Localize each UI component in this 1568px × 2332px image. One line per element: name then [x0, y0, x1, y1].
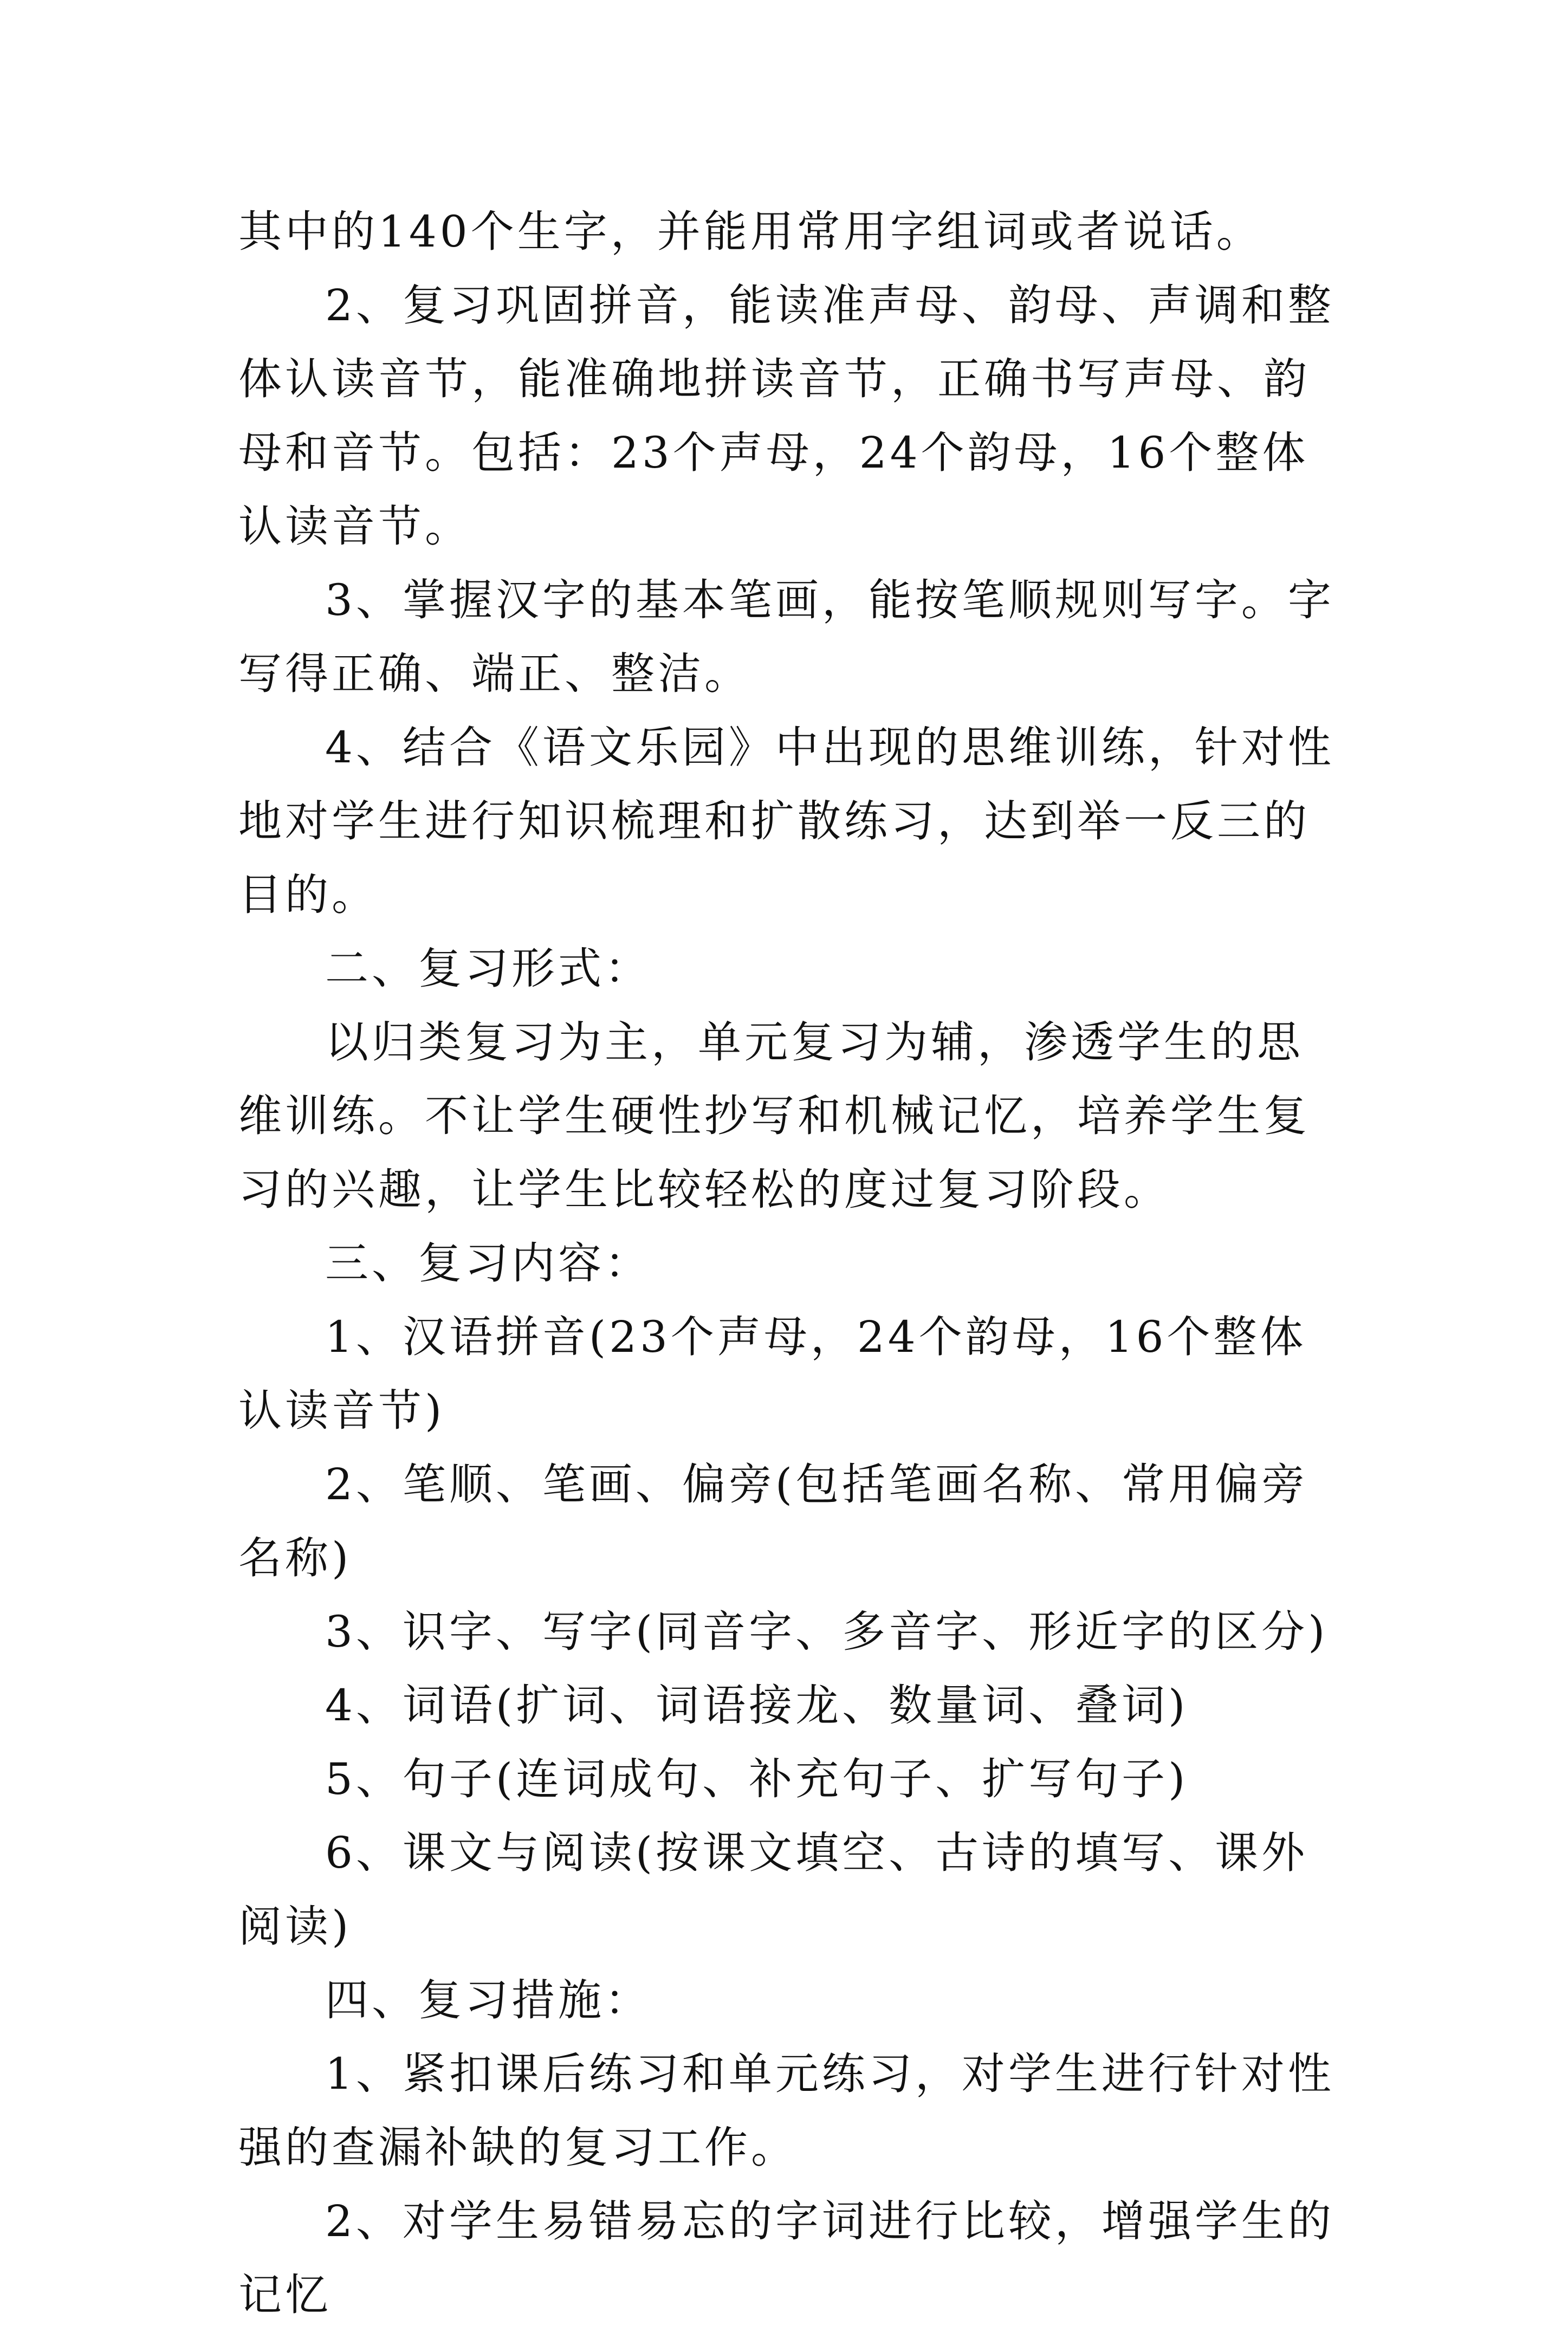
paragraph-review-form: 以归类复习为主，单元复习为辅，渗透学生的思维训练。不让学生硬性抄写和机械记忆，培养学生复习的兴趣，让学生比较轻松的度过复习阶段。	[238, 1017, 1310, 1215]
paragraph-strokes: 3、掌握汉字的基本笔画，能按笔顺规则写字。字写得正确、端正、整洁。	[238, 575, 1334, 699]
heading-review-content: 三、复习内容：	[325, 1238, 651, 1288]
paragraph-memory: 2、对学生易错易忘的字词进行比较，增强学生的记忆	[238, 2196, 1334, 2320]
paragraph-new-words: 其中的140个生字，并能用常用字组词或者说话。	[238, 206, 1263, 257]
heading-review-measures: 四、复习措施：	[325, 1975, 651, 2025]
heading-review-form: 二、复习形式：	[325, 943, 651, 994]
list-item-reading: 6、课文与阅读(按课文填空、古诗的填写、课外阅读)	[238, 1828, 1308, 1952]
list-item-words: 4、词语(扩词、词语接龙、数量词、叠词)	[325, 1680, 1189, 1731]
paragraph-exercises: 1、紧扣课后练习和单元练习，对学生进行针对性强的查漏补缺的复习工作。	[238, 2049, 1334, 2173]
list-item-pinyin: 1、汉语拼音(23个声母，24个韵母，16个整体认读音节)	[238, 1312, 1307, 1436]
list-item-sentences: 5、句子(连词成句、补充句子、扩写句子)	[325, 1754, 1189, 1804]
list-item-stroke-order: 2、笔顺、笔画、偏旁(包括笔画名称、常用偏旁名称)	[238, 1459, 1308, 1583]
list-item-characters: 3、识字、写字(同音字、多音字、形近字的区分)	[325, 1607, 1329, 1657]
document-body	[238, 195, 1349, 2332]
paragraph-thinking-training: 4、结合《语文乐园》中出现的思维训练，针对性地对学生进行知识梳理和扩散练习，达到举一反三的目的。	[238, 722, 1334, 920]
paragraph-pinyin-review: 2、复习巩固拼音，能读准声母、韵母、声调和整体认读音节，能准确地拼读音节，正确书写声母、韵母和音节。包括：23个声母，24个韵母，16个整体认读音节。	[238, 280, 1334, 552]
